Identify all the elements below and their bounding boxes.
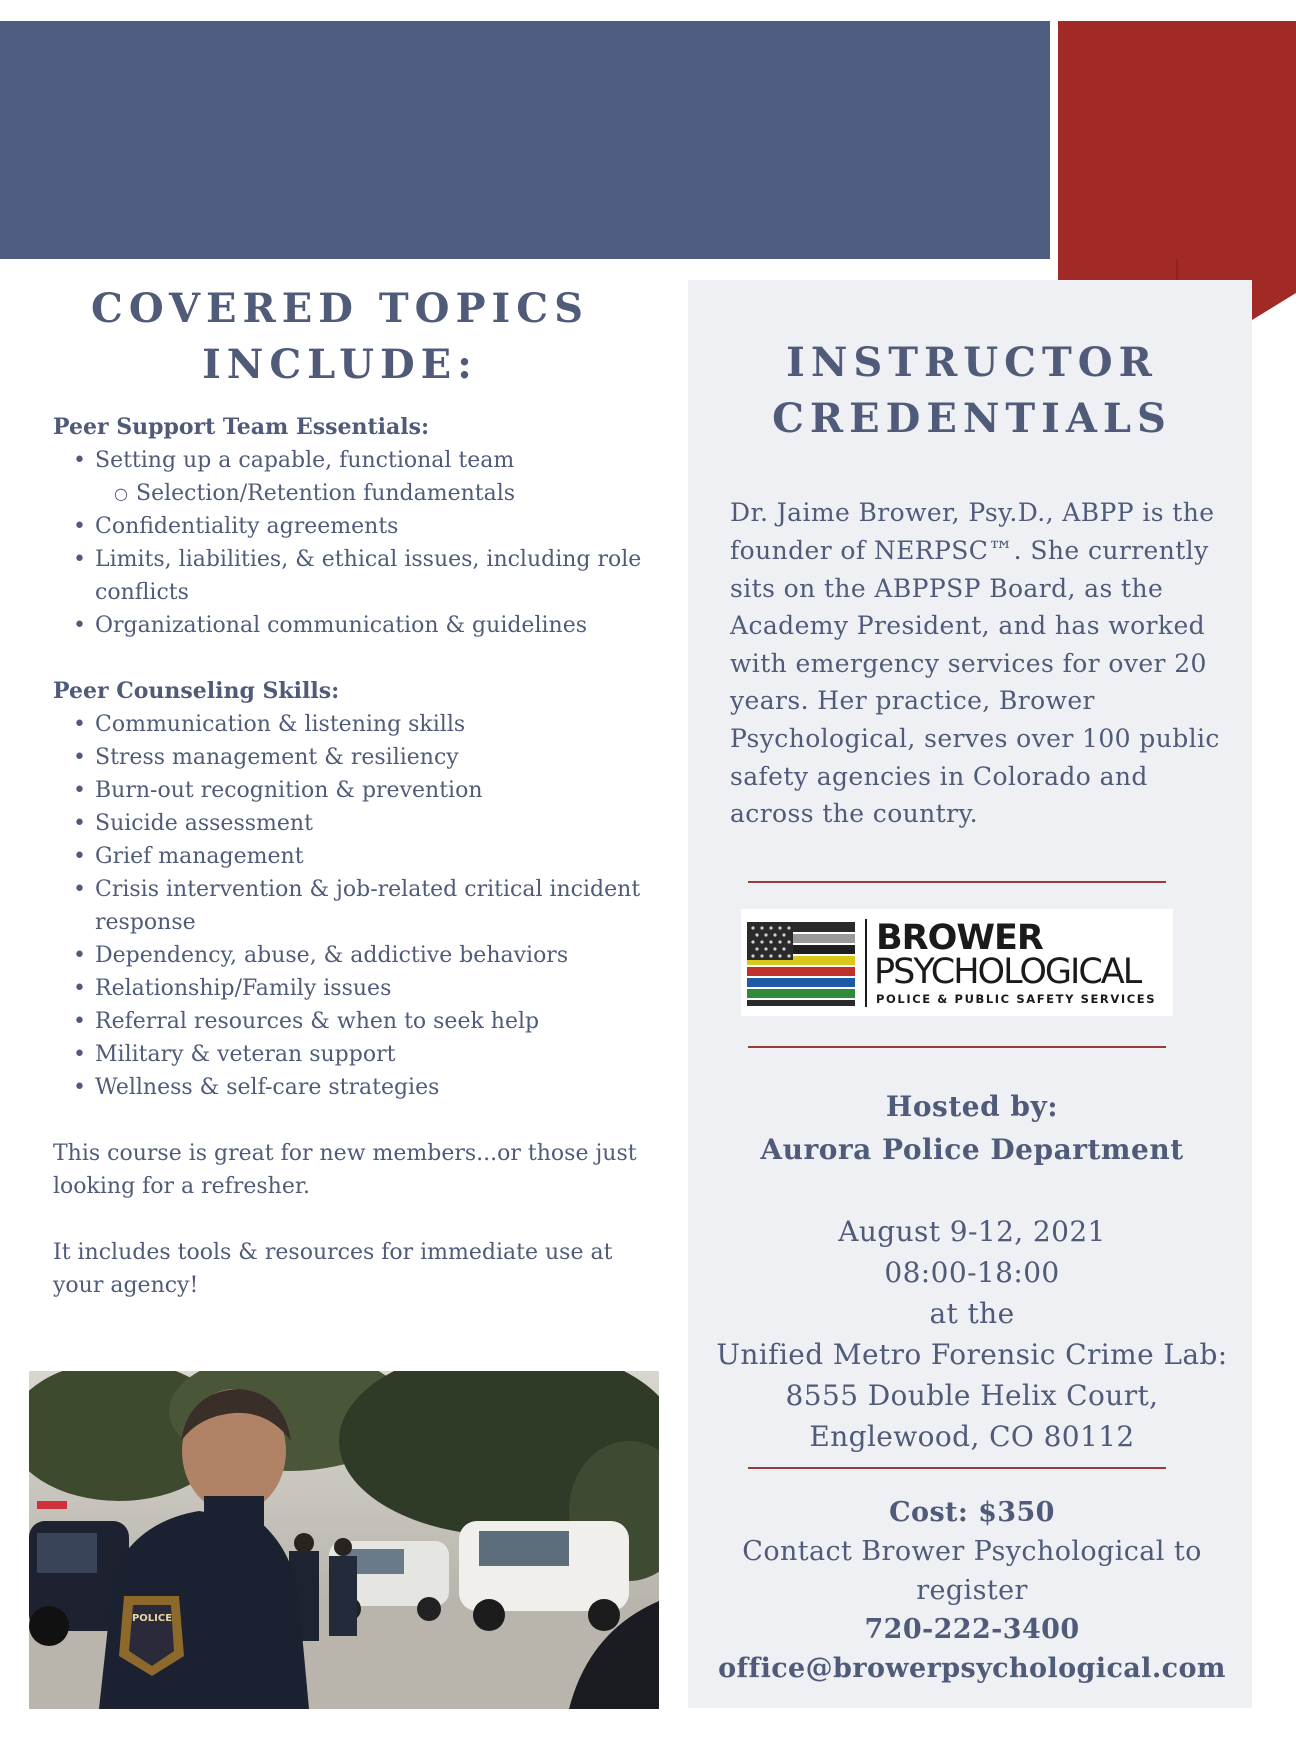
event-details — [690, 1211, 1254, 1457]
host-name: Aurora Police Department — [760, 1133, 1184, 1167]
brower-psychological-logo — [741, 909, 1173, 1016]
flag-icon — [745, 918, 857, 1008]
list-item: • Military & veteran support — [53, 1038, 653, 1071]
covered-topics-heading — [30, 281, 650, 393]
list-item: • Communication & listening skills — [53, 708, 653, 741]
instructor-bio: Dr. Jaime Brower, Psy.D., ABPP is the founder of NERPSC™. She currently sits on the ABPPSP Board, as the Academy President, and has worked with emergency services for over 20 years. Her practice, Brower Psychological, serves over 100 public safety agencies in Colorado and across the country. — [730, 498, 1220, 829]
list-item: • Crisis intervention & job-related critical incident response — [53, 873, 653, 939]
course-note: This course is great for new members...or those just looking for a refresher. — [53, 1141, 637, 1200]
cost-contact-block — [690, 1493, 1254, 1688]
list-item: • Grief management — [53, 840, 653, 873]
event-address-2: Englewood, CO 80112 — [809, 1420, 1135, 1454]
logo-line-1: BROWER — [876, 918, 1043, 959]
course-note: It includes tools & resources for immediate use at your agency! — [53, 1240, 613, 1299]
police-officer-photo — [29, 1371, 659, 1709]
event-venue: Unified Metro Forensic Crime Lab: — [716, 1338, 1228, 1372]
list-item: • Dependency, abuse, & addictive behaviors — [53, 939, 653, 972]
event-at: at the — [929, 1297, 1015, 1331]
instructor-title-line-2: CREDENTIALS — [772, 395, 1172, 443]
list-item: • Limits, liabilities, & ethical issues, including role conflicts — [53, 543, 653, 609]
contact-phone[interactable]: 720-222-3400 — [864, 1614, 1080, 1646]
badge-text: POLICE — [131, 1613, 173, 1625]
logo-divider — [865, 919, 867, 1007]
header-banner — [0, 21, 1050, 259]
event-time: 08:00-18:00 — [884, 1256, 1060, 1290]
covered-title-line-1: COVERED TOPICS — [91, 285, 589, 333]
list-item: • Organizational communication & guidelines — [53, 609, 653, 642]
list-item: • Stress management & resiliency — [53, 741, 653, 774]
instructor-title-line-1: INSTRUCTOR — [786, 339, 1158, 387]
list-item: • Wellness & self-care strategies — [53, 1071, 653, 1104]
divider — [748, 881, 1166, 883]
group-heading: Peer Counseling Skills: — [53, 678, 340, 705]
logo-line-3: POLICE & PUBLIC SAFETY SERVICES — [876, 992, 1157, 1007]
list-item: • Referral resources & when to seek help — [53, 1005, 653, 1038]
covered-title-line-2: INCLUDE: — [202, 341, 478, 389]
list-item: • Suicide assessment — [53, 807, 653, 840]
event-dates: August 9-12, 2021 — [838, 1215, 1106, 1249]
event-address-1: 8555 Double Helix Court, — [785, 1379, 1159, 1413]
contact-email[interactable]: office@browerpsychological.com — [718, 1653, 1226, 1685]
logo-line-2: PSYCHOLOGICAL — [874, 952, 1141, 993]
group-heading: Peer Support Team Essentials: — [53, 414, 430, 441]
hosted-by-block — [690, 1085, 1254, 1171]
hosted-label: Hosted by: — [885, 1090, 1059, 1124]
divider — [748, 1467, 1166, 1469]
topic-list — [53, 444, 653, 642]
list-item: ○ Selection/Retention fundamentals — [53, 477, 653, 510]
list-item: • Burn-out recognition & prevention — [53, 774, 653, 807]
contact-text: Contact Brower Psychological to register — [742, 1536, 1202, 1607]
divider — [748, 1046, 1166, 1048]
cost-label: Cost: $350 — [889, 1497, 1055, 1529]
list-item: • Setting up a capable, functional team — [53, 444, 653, 477]
list-item: • Relationship/Family issues — [53, 972, 653, 1005]
topic-list — [53, 708, 653, 1104]
instructor-credentials-heading — [690, 335, 1254, 447]
list-item: • Confidentiality agreements — [53, 510, 653, 543]
topics-list — [53, 411, 653, 1302]
